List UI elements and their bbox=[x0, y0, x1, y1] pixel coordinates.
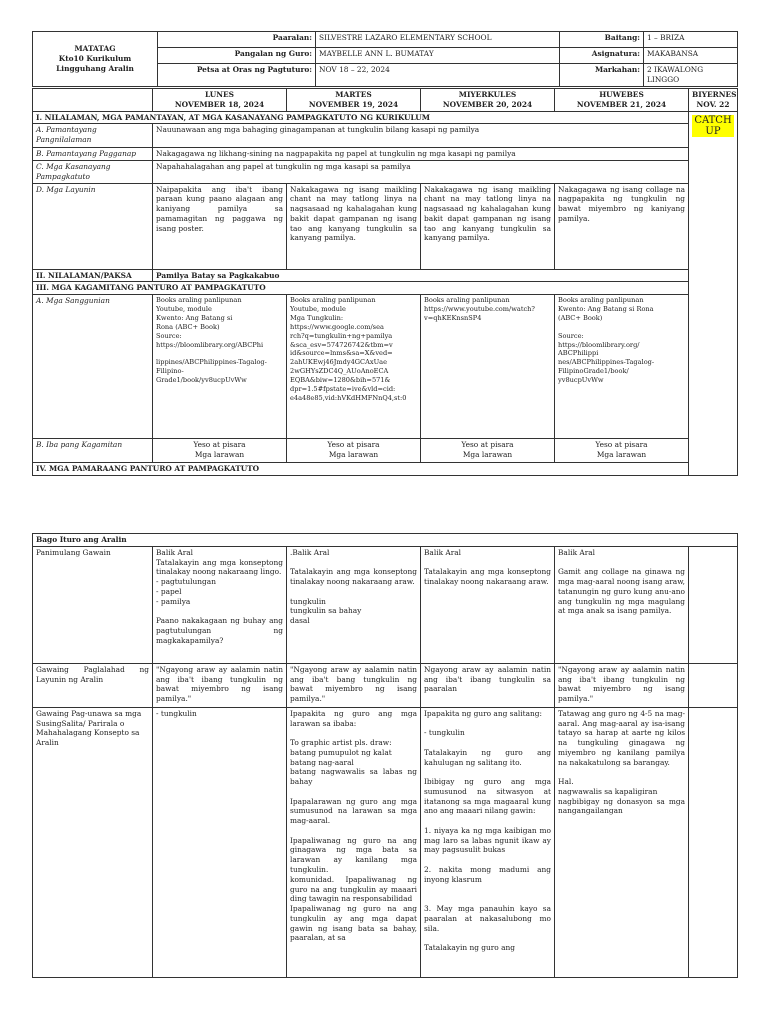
curriculum-line-3: Lingguhang Aralin bbox=[56, 63, 134, 73]
sanggunian-huwebes: Books araling panlipunan Kwento: Ang Batang si Rona (ABC+ Book) Source: https://bloomlibrary.org/ ABCPhilippi nes/ABCPhilippines-Tagalog- FilipinoGrade1/book/ yv8ucpUvWw bbox=[555, 295, 689, 439]
catch-up-cell bbox=[689, 111, 738, 475]
procedure-table bbox=[32, 533, 738, 978]
baitang-label: Baitang: bbox=[560, 32, 644, 48]
day-header-martes: MARTES NOVEMBER 19, 2024 bbox=[287, 89, 421, 112]
pagunawa-lunes: - tungkulin bbox=[153, 707, 287, 977]
pagunawa-miyerkules: Ipapakita ng guro ang salitang: - tungkulin Tatalakayin ng guro ang kahulugan ng salitang ito. Ibibigay ng guro ang mga sumusunod na sitwasyon at itatanong sa mga magaaral kung ano ang maaari nilang gawin: 1. niyaya ka ng mga kaibigan mo mag laro sa labas ngunit ikaw ay may pagsusulit bukas 2. nakita mong madumi ang inyong klasrum 3. May mga panauhin kayo sa paaralan at nakasalubong mo sila. Tatalakayin ng guro ang bbox=[421, 707, 555, 977]
row-a-label: A. Pamantayang Pangnilalaman bbox=[33, 124, 153, 148]
iba-huwebes: Yeso at pisara Mga larawan bbox=[555, 439, 689, 463]
layunin-miyerkules: Nakakagawa ng isang maikling chant na may tatlong linya na nagsasaad ng kahalagahan kung bakit dapat gampanan ng isang tao ang kanyang tungkulin sa kanyang pamilya. bbox=[421, 183, 555, 269]
asignatura-label: Asignatura: bbox=[560, 48, 644, 64]
petsa-value: NOV 18 – 22, 2024 bbox=[316, 64, 560, 87]
pagunawa-label: Gawaing Pag-unawa sa mga SusingSalita/ Parirala o Mahahalagang Konsepto sa Aralin bbox=[33, 707, 153, 977]
section-3-title: III. MGA KAGAMITANG PANTURO AT PAMPAGKATUTO bbox=[33, 282, 689, 295]
paglalahad-lunes: "Ngayong araw ay aalamin natin ang iba't ibang tungkulin ng bawat miyembro ng isang pamilya." bbox=[153, 663, 287, 707]
petsa-label: Petsa at Oras ng Pagtuturo: bbox=[158, 64, 316, 87]
guro-label: Pangalan ng Guro: bbox=[158, 48, 316, 64]
section-4-title: IV. MGA PAMARAANG PANTURO AT PAMPAGKATUTO bbox=[33, 463, 738, 476]
layunin-lunes: Naipapakita ang iba't ibang paraan kung paano alagaan ang kaniyang pamilya sa pamamagitan ng paggawa ng isang poster. bbox=[153, 183, 287, 269]
baitang-value: 1 – BRIZA bbox=[644, 32, 738, 48]
sanggunian-miyerkules: Books araling panlipunan https://www.youtube.com/watch? v=qhKEKnsnSP4 bbox=[421, 295, 555, 439]
catch-up-badge: CATCH UP bbox=[692, 115, 734, 137]
layunin-martes: Nakakagawa ng isang maikling chant na may tatlong linya na nagsasaad ng kahalagahan kung bakit dapat gampanan ng isang tao ang kanyang tungkulin sa kanyang pamilya. bbox=[287, 183, 421, 269]
panimula-miyerkules: Balik Aral Tatalakayin ang mga konseptong tinalakay noong nakaraang araw. bbox=[421, 546, 555, 663]
row-d-label: D. Mga Layunin bbox=[33, 183, 153, 269]
guro-value: MAYBELLE ANN L. BUMATAY bbox=[316, 48, 560, 64]
section-1-title: I. NILALAMAN, MGA PAMANTAYAN, AT MGA KASANAYANG PAMPAGKATUTO NG KURIKULUM bbox=[33, 111, 689, 124]
panimula-label: Panimulang Gawain bbox=[33, 546, 153, 663]
header-table bbox=[32, 31, 738, 87]
day-header-huwebes: HUWEBES NOVEMBER 21, 2024 bbox=[555, 89, 689, 112]
curriculum-line-2: Kto10 Kurikulum bbox=[58, 53, 132, 63]
section-2-topic: Pamilya Batay sa Pagkakabuo bbox=[153, 269, 689, 282]
panimula-martes: .Balik Aral Tatalakayin ang mga konseptong tinalakay noong nakaraang araw. tungkulin tungkulin sa bahay dasal bbox=[287, 546, 421, 663]
row-c-label: C. Mga Kasanayang Pampagkatuto bbox=[33, 161, 153, 184]
paglalahad-label: Gawaing Paglalahad ng Layunin ng Aralin bbox=[33, 663, 153, 707]
layunin-huwebes: Nakagagawa ng isang collage na nagpapakita ng tungkulin ng bawat miyembro ng kaniyang pamilya. bbox=[555, 183, 689, 269]
paglalahad-miyerkules: Ngayong araw ay aalamin natin ang iba't ibang tungkulin sa paaralan bbox=[421, 663, 555, 707]
day-header-biyernes: BIYERNES NOV. 22 bbox=[689, 89, 738, 112]
sanggunian-martes: Books araling panlipunan Youtube, module Mga Tungkulin: https://www.google.com/sea rch?q=tungkulin+ng+pamilya &sca_esv=574726742&tbm=v id&source=lnms&sa=X&ved= 2ahUKEwj46Jmdy4GCAxUae 2wGHYsZDC4Q_AUoAnoECA EQBA&biw=1280&bih=571& dpr=1.5#fpstate=ive&vld=cid: e4a48e85,vid:hVKdHMFNnQ4,st:0 bbox=[287, 295, 421, 439]
sanggunian-lunes: Books araling panlipunan Youtube, module Kwento: Ang Batang si Rona (ABC+ Book) Source: https://bloomlibrary.org/ABCPhi lippines/ABCPhilippines-Tagalog- Filipino- Grade1/book/yv8ucpUvWw bbox=[153, 295, 287, 439]
row-c-text: Napahahalagahan ang papel at tungkulin ng mga kasapi sa pamilya bbox=[153, 161, 689, 184]
iba-label: B. Iba pang Kagamitan bbox=[33, 439, 153, 463]
day-header-lunes: LUNES NOVEMBER 18, 2024 bbox=[153, 89, 287, 112]
curriculum-block bbox=[33, 32, 158, 87]
markahan-value: 2 IKAWALONG LINGGO bbox=[644, 64, 738, 87]
curriculum-line-1: MATATAG bbox=[74, 43, 116, 53]
paaralan-label: Paaralan: bbox=[158, 32, 316, 48]
paaralan-value: SILVESTRE LAZARO ELEMENTARY SCHOOL bbox=[316, 32, 560, 48]
row-b-label: B. Pamantayang Pagganap bbox=[33, 148, 153, 161]
section-2-title: II. NILALAMAN/PAKSA bbox=[33, 269, 153, 282]
markahan-label: Markahan: bbox=[560, 64, 644, 87]
panimula-lunes: Balik Aral Tatalakayin ang mga konseptong tinalakay noong nakaraang lingo. - pagtutulungan - papel - pamilya Paano nakakagaan ng buhay ang pagtutulungan ng magkakapamilya? bbox=[153, 546, 287, 663]
pagunawa-huwebes: Tatawag ang guro ng 4-5 na mag-aaral. Ang mag-aaral ay isa-isang tatayo sa harap at aarte ng kilos na tungkuling ginagawa ng miyembro ng kanilang pamilya na nakakatulong sa barangay. Hal. nagwawalis sa kapaligiran nagbibigay ng donasyon sa mga nangangailangan bbox=[555, 707, 689, 977]
iba-lunes: Yeso at pisara Mga larawan bbox=[153, 439, 287, 463]
sanggunian-label: A. Mga Sanggunian bbox=[33, 295, 153, 439]
day-header-miyerkules: MIYERKULES NOVEMBER 20, 2024 bbox=[421, 89, 555, 112]
paglalahad-martes: "Ngayong araw ay aalamin natin ang iba't bang tungkulin ng bawat miyembro ng isang pamilya." bbox=[287, 663, 421, 707]
bago-ituro-title: Bago Ituro ang Aralin bbox=[33, 534, 738, 547]
row-a-text: Nauunawaan ang mga bahaging ginagampanan at tungkulin bilang kasapi ng pamilya bbox=[153, 124, 689, 148]
asignatura-value: MAKABANSA bbox=[644, 48, 738, 64]
panimula-huwebes: Balik Aral Gamit ang collage na ginawa ng mga mag-aaral noong isang araw, tatanungin ng guro kung anu-ano ang tungkulin ng mga magulang at mga anak sa isang pamilya. bbox=[555, 546, 689, 663]
iba-martes: Yeso at pisara Mga larawan bbox=[287, 439, 421, 463]
pagunawa-martes: Ipapakita ng guro ang mga larawan sa ibaba: To graphic artist pls. draw: batang pumupulot ng kalat batang nag-aaral batang nagwawalis sa labas ng bahay Ipapalarawan ng guro ang mga sumusunod na larawan sa mga mag-aaral. Ipapaliwanag ng guro na ang ginagawa ng mga bata sa larawan ay kanilang mga tungkulin. komunidad. Ipapaliwanag ng guro na ang tungkulin ay maaari ding tawagin na responsabilidad Ipapaliwanag ng guro na ang tungkulin ay ang mga dapat gawin ng isang bata sa bahay, paaralan, at sa bbox=[287, 707, 421, 977]
iba-miyerkules: Yeso at pisara Mga larawan bbox=[421, 439, 555, 463]
main-table bbox=[32, 88, 738, 476]
row-b-text: Nakagagawa ng likhang-sining na nagpapakita ng papel at tungkulin ng mga kasapi ng pamilya bbox=[153, 148, 689, 161]
paglalahad-huwebes: "Ngayong araw ay aalamin natin ang iba't ibang tungkulin ng bawat miyembro ng isang pamilya." bbox=[555, 663, 689, 707]
